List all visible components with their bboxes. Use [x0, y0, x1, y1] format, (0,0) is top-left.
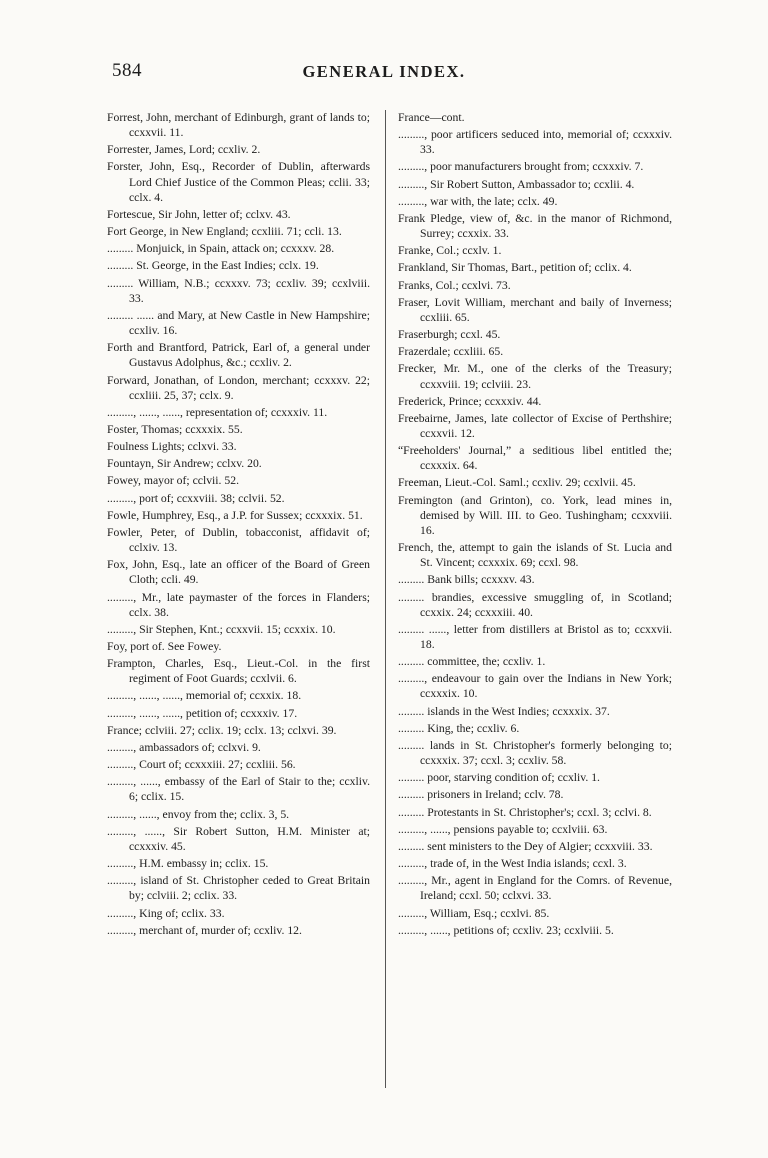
index-entry: ........., poor manufacturers brought from; ccxxxiv. 7. — [398, 160, 644, 174]
index-entry: ........., ......, embassy of the Earl of Stair to the; ccxliv. 6; cclix. 15. — [107, 775, 370, 804]
index-entry: ........., Sir Stephen, Knt.; ccxxvii. 15; ccxxix. 10. — [107, 622, 336, 636]
index-entry: ......... prisoners in Ireland; cclv. 78. — [398, 788, 564, 802]
index-entry: ........., endeavour to gain over the Indians in New York; ccxxxix. 10. — [398, 672, 672, 701]
index-entry: Frank Pledge, view of, &c. in the manor of Richmond, Surrey; ccxxix. 33. — [398, 211, 672, 241]
index-entry: Freeman, Lieut.-Col. Saml.; ccxliv. 29; ccxlvii. 45. — [398, 476, 636, 490]
index-entry: ......... poor, starving condition of; ccxliv. 1. — [398, 771, 600, 785]
index-entry: ......... lands in St. Christopher's formerly belonging to; ccxxxix. 37; ccxl. 3; ccxliv. 58. — [398, 738, 672, 768]
index-entry: ........., King of; cclix. 33. — [107, 906, 225, 920]
index-entry: French, the, attempt to gain the islands of St. Lucia and St. Vincent; ccxxxix. 69; ccxl. 98. — [398, 541, 672, 570]
index-entry: ......... ...... and Mary, at New Castle in New Hampshire; ccxliv. 16. — [107, 308, 370, 338]
index-entry: Fox, John, Esq., late an officer of the Board of Green Cloth; ccli. 49. — [107, 558, 370, 587]
index-entry: ........., ......, petitions of; ccxliv. 23; ccxlviii. 5. — [398, 923, 614, 937]
index-column-left — [107, 110, 370, 940]
index-entry: Freebairne, James, late collector of Excise of Perthshire; ccxxvii. 12. — [398, 411, 672, 440]
index-entry: ......... islands in the West Indies; ccxxxix. 37. — [398, 704, 610, 718]
index-entry: Fowler, Peter, of Dublin, tobacconist, affidavit of; cclxiv. 13. — [107, 525, 370, 555]
index-entry: ........., merchant of, murder of; ccxliv. 12. — [107, 923, 302, 937]
index-entry: Forrest, John, merchant of Edinburgh, grant of lands to; ccxxvii. 11. — [107, 111, 370, 140]
index-entry: Forrester, James, Lord; ccxliv. 2. — [107, 143, 261, 157]
index-entry: ........., Mr., agent in England for the Comrs. of Revenue, Ireland; ccxl. 50; cclxvi. 33. — [398, 874, 672, 903]
index-entry: Forster, John, Esq., Recorder of Dublin, afterwards Lord Chief Justice of the Common Pleas; cclii. 33; cclx. 4. — [107, 160, 370, 204]
index-entry: Fortescue, Sir John, letter of; cclxv. 43. — [107, 207, 291, 221]
index-entry: ......... King, the; ccxliv. 6. — [398, 721, 520, 735]
index-entry: Frederick, Prince; ccxxxiv. 44. — [398, 394, 542, 408]
index-entry: ......... Protestants in St. Christopher's; ccxl. 3; cclvi. 8. — [398, 805, 652, 819]
index-entry: ........., Sir Robert Sutton, Ambassador to; ccxlii. 4. — [398, 177, 635, 191]
index-entry: Foy, port of. See Fowey. — [107, 640, 222, 653]
index-entry: ......... ......, letter from distillers at Bristol as to; ccxxvii. 18. — [398, 622, 672, 651]
index-entry: Fountayn, Sir Andrew; cclxv. 20. — [107, 457, 262, 471]
page-number: 584 — [112, 60, 142, 81]
index-entry: Frampton, Charles, Esq., Lieut.-Col. in the first regiment of Foot Guards; ccxlvii. 6. — [107, 657, 370, 686]
index-entry: Fort George, in New England; ccxliii. 71; ccli. 13. — [107, 225, 342, 239]
index-entry: ........., ambassadors of; cclxvi. 9. — [107, 740, 261, 754]
index-entry: ......... Bank bills; ccxxxv. 43. — [398, 573, 535, 587]
index-entry: ......... sent ministers to the Dey of Algier; ccxxviii. 33. — [398, 839, 653, 853]
index-entry: Fowey, mayor of; cclvii. 52. — [107, 474, 239, 488]
index-entry: Franks, Col.; ccxlvi. 73. — [398, 278, 511, 292]
index-entry: Fraserburgh; ccxl. 45. — [398, 328, 501, 342]
index-entry: Fremington (and Grinton), co. York, lead mines in, demised by Will. III. to Geo. Tushingham; ccxxviii. 16. — [398, 493, 672, 537]
index-entry: ........., island of St. Christopher ceded to Great Britain by; cclviii. 2; cclix. 33. — [107, 874, 370, 903]
index-entry: ........., poor artificers seduced into, memorial of; ccxxxiv. 33. — [398, 128, 672, 157]
index-entry: ........., ......, envoy from the; cclix. 3, 5. — [107, 807, 290, 821]
index-entry: ........., trade of, in the West India islands; ccxl. 3. — [398, 857, 627, 871]
index-entry: Forth and Brantford, Patrick, Earl of, a general under Gustavus Adolphus, &c.; ccxliv. 2. — [107, 341, 370, 370]
index-entry: ........., William, Esq.; ccxlvi. 85. — [398, 906, 550, 920]
column-divider — [385, 110, 386, 1088]
index-entry: ........., ......, pensions payable to; ccxlviii. 63. — [398, 822, 608, 836]
index-entry: Frazerdale; ccxliii. 65. — [398, 345, 504, 359]
index-entry: ......... committee, the; ccxliv. 1. — [398, 655, 546, 669]
index-entry: Fowle, Humphrey, Esq., a J.P. for Sussex; ccxxxix. 51. — [107, 508, 363, 522]
index-entry: ......... Monjuick, in Spain, attack on; ccxxxv. 28. — [107, 242, 335, 256]
index-entry: ........., war with, the late; cclx. 49. — [398, 194, 558, 208]
index-entry: France; cclviii. 27; cclix. 19; cclx. 13; cclxvi. 39. — [107, 723, 337, 737]
index-entry: Fraser, Lovit William, merchant and baily of Inverness; ccxliii. 65. — [398, 295, 672, 324]
index-entry: Franke, Col.; ccxlv. 1. — [398, 244, 502, 258]
index-entry: ........., ......, ......, memorial of; ccxxix. 18. — [107, 689, 302, 703]
index-entry: ........., Court of; ccxxxiii. 27; ccxliii. 56. — [107, 758, 296, 772]
index-entry: Frecker, Mr. M., one of the clerks of the Treasury; ccxxviii. 19; cclviii. 23. — [398, 362, 672, 391]
index-entry: ........., Mr., late paymaster of the forces in Flanders; cclx. 38. — [107, 590, 370, 619]
index-entry: Forward, Jonathan, of London, merchant; ccxxxv. 22; ccxliii. 25, 37; cclx. 9. — [107, 373, 370, 402]
index-entry: ........., H.M. embassy in; cclix. 15. — [107, 857, 269, 871]
index-entry: ......... brandies, excessive smuggling of, in Scotland; ccxxix. 24; ccxxxiii. 40. — [398, 590, 672, 619]
index-entry: Foster, Thomas; ccxxxix. 55. — [107, 422, 243, 436]
index-column-right — [398, 110, 672, 940]
index-entry: ........., ......, ......, representation of; ccxxxiv. 11. — [107, 405, 328, 419]
index-entry: “Freeholders' Journal,” a seditious libel entitled the; ccxxxix. 64. — [398, 444, 672, 473]
index-entry: Frankland, Sir Thomas, Bart., petition of; cclix. 4. — [398, 261, 632, 275]
index-entry: ......... William, N.B.; ccxxxv. 73; ccxliv. 39; ccxlviii. 33. — [107, 276, 370, 305]
index-entry: ........., port of; ccxxviii. 38; cclvii. 52. — [107, 491, 285, 505]
index-entry: Foulness Lights; cclxvi. 33. — [107, 440, 237, 454]
index-entry: France—cont. — [398, 111, 465, 124]
index-entry: ......... St. George, in the East Indies; cclx. 19. — [107, 259, 319, 273]
running-head: GENERAL INDEX. — [302, 62, 466, 81]
index-entry: ........., ......, Sir Robert Sutton, H.M. Minister at; ccxxxiv. 45. — [107, 824, 370, 853]
index-entry: ........., ......, ......, petition of; ccxxxiv. 17. — [107, 706, 298, 720]
